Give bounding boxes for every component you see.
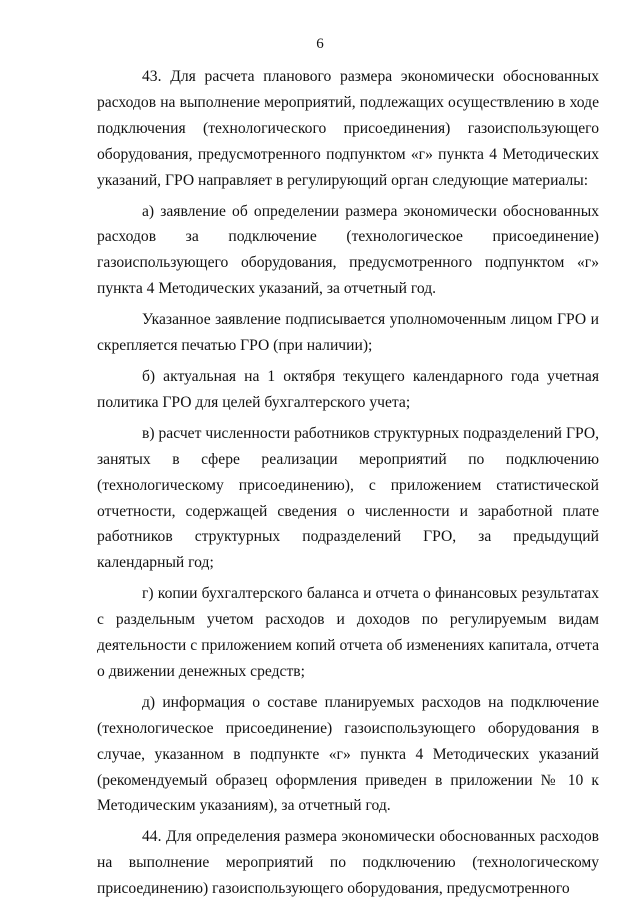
paragraph-signature-note: Указанное заявление подписывается уполномоченным лицом ГРО и скрепляется печатью ГРО (при наличии); [97, 311, 599, 355]
document-body [97, 64, 599, 902]
paragraph-g: г) копии бухгалтерского баланса и отчета о финансовых результатах с раздельным учетом расходов и доходов по регулируемым видам деятельности с приложением копий отчета об изменениях капитала, отчета о движении денежных средств; [97, 585, 599, 680]
paragraph-a: а) заявление об определении размера экономически обоснованных расходов за подключение (технологическое присоединение) газоиспользующего оборудования, предусмотренного подпунктом «г» пункта 4 Методических указаний, за отчетный год. [97, 202, 599, 298]
page-number: 6 [316, 36, 324, 52]
paragraph-43: 43. Для расчета планового размера экономически обоснованных расходов на выполнение мероприятий, подлежащих осуществлению в ходе подключения (технологического присоединения) газоиспользующего оборудования, предусмотренного подпунктом «г» пункта 4 Методических указаний, ГРО направляет в регулирующий орган следующие материалы: [97, 68, 599, 189]
paragraph-b: б) актуальная на 1 октября текущего календарного года учетная политика ГРО для целей бухгалтерского учета; [97, 367, 599, 411]
paragraph-v: в) расчет численности работников структурных подразделений ГРО, занятых в сфере реализации мероприятий по подключению (технологическому присоединению), с приложением статистической отчетности, содержащей сведения о численности и заработной плате работников структурных подразделений ГРО, за предыдущий календарный год; [97, 424, 599, 572]
paragraph-d: д) информация о составе планируемых расходов на подключение (технологическое присоединение) газоиспользующего оборудования в случае, указанном в подпункте «г» пункта 4 Методических указаний (рекомендуемый образец оформления приведен в приложении № 10 к Методическим указаниям), за отчетный год. [97, 693, 599, 815]
paragraph-44: 44. Для определения размера экономически обоснованных расходов на выполнение мероприятий по подключению (технологическому присоединению) газоиспользующего оборудования, предусмотренного [97, 828, 599, 898]
